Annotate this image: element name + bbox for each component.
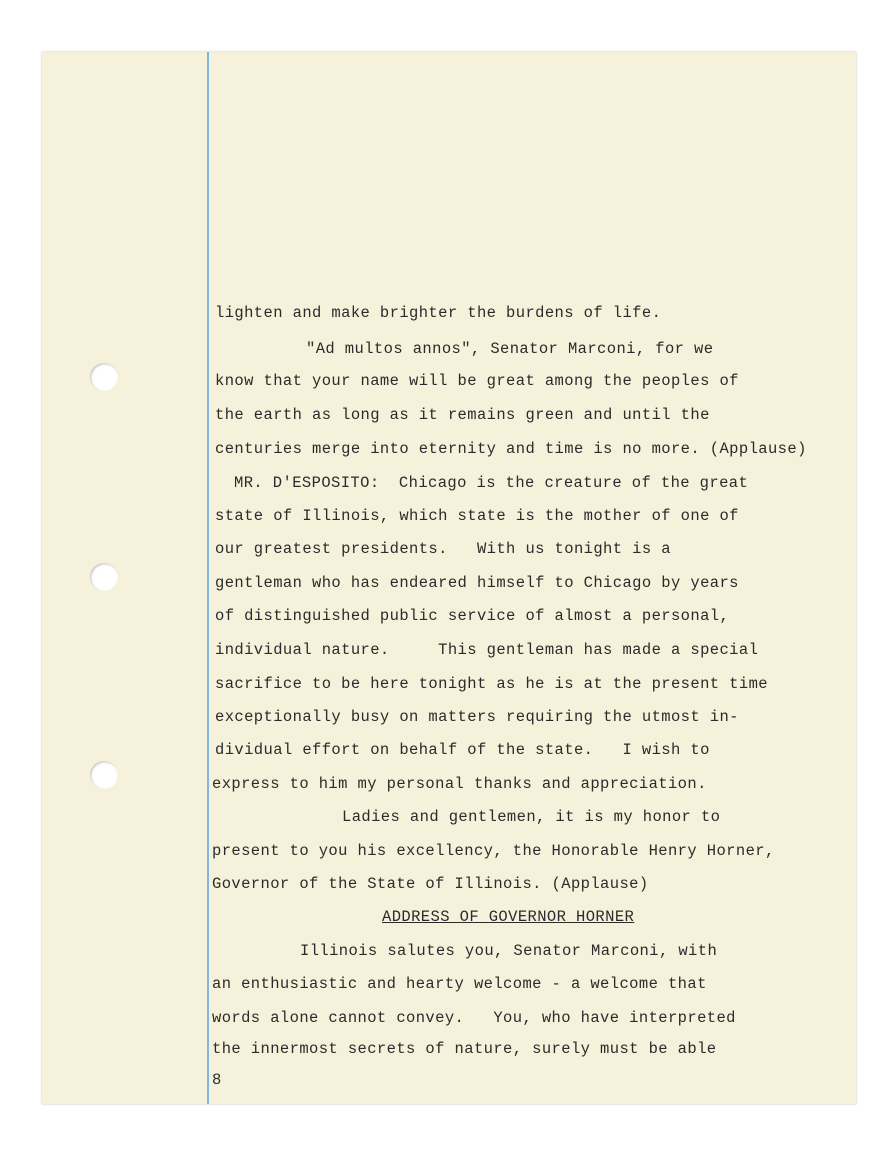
paper-sheet bbox=[42, 52, 856, 1104]
text-line: MR. D'ESPOSITO: Chicago is the creature of the great bbox=[234, 474, 749, 492]
margin-rule-line bbox=[207, 52, 209, 1104]
page-number: 8 bbox=[212, 1071, 222, 1089]
text-line: Illinois salutes you, Senator Marconi, with bbox=[300, 942, 718, 960]
text-line: gentleman who has endeared himself to Chicago by years bbox=[215, 574, 739, 592]
text-line: lighten and make brighter the burdens of life. bbox=[215, 304, 662, 322]
text-line: individual nature. This gentleman has made a special bbox=[215, 641, 759, 659]
text-line: present to you his excellency, the Honorable Henry Horner, bbox=[212, 842, 775, 860]
text-line: an enthusiastic and hearty welcome - a welcome that bbox=[212, 975, 707, 993]
text-line: dividual effort on behalf of the state. I wish to bbox=[215, 741, 710, 759]
punch-hole bbox=[90, 761, 118, 789]
section-heading: ADDRESS OF GOVERNOR HORNER bbox=[382, 908, 635, 926]
text-line: words alone cannot convey. You, who have interpreted bbox=[212, 1009, 736, 1027]
text-line: centuries merge into eternity and time is no more. (Applause) bbox=[215, 440, 807, 458]
text-line: the earth as long as it remains green and until the bbox=[215, 406, 710, 424]
text-line: exceptionally busy on matters requiring the utmost in- bbox=[215, 708, 739, 726]
punch-hole bbox=[90, 563, 118, 591]
text-line: of distinguished public service of almost a personal, bbox=[215, 607, 730, 625]
text-line: Ladies and gentlemen, it is my honor to bbox=[342, 808, 721, 826]
punch-hole bbox=[90, 363, 118, 391]
text-line: sacrifice to be here tonight as he is at the present time bbox=[215, 675, 768, 693]
text-line: our greatest presidents. With us tonight is a bbox=[215, 540, 671, 558]
text-line: "Ad multos annos", Senator Marconi, for we bbox=[306, 340, 714, 358]
text-line: know that your name will be great among the peoples of bbox=[215, 372, 739, 390]
text-line: Governor of the State of Illinois. (Applause) bbox=[212, 875, 649, 893]
text-line: express to him my personal thanks and appreciation. bbox=[212, 775, 707, 793]
text-line: the innermost secrets of nature, surely must be able bbox=[212, 1040, 717, 1058]
text-line: state of Illinois, which state is the mother of one of bbox=[215, 507, 739, 525]
